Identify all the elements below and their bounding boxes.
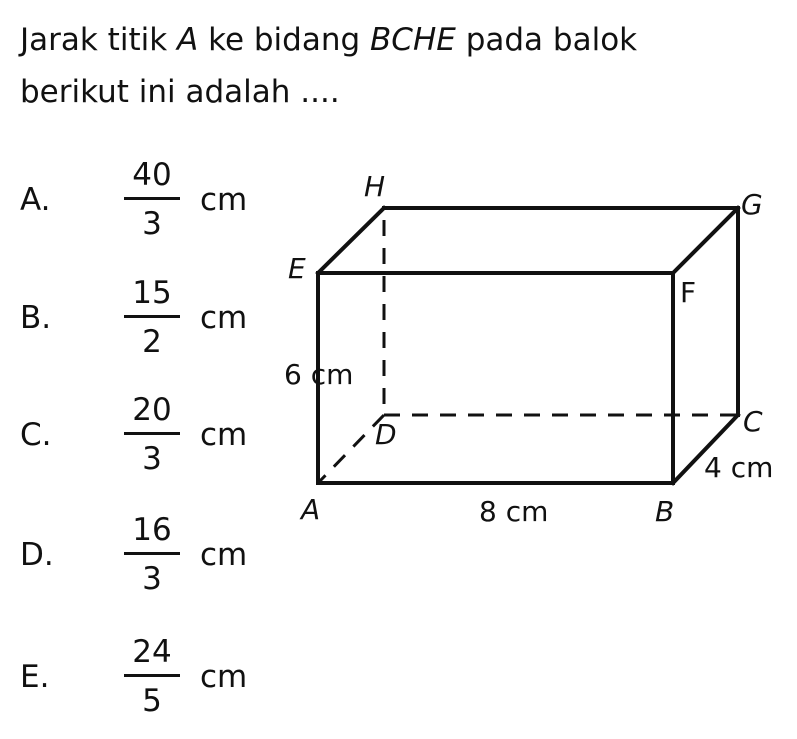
dimension-height: 6 cm xyxy=(284,358,354,391)
option-unit: cm xyxy=(200,659,248,695)
option-letter: A. xyxy=(20,182,51,218)
fraction-numerator: 40 xyxy=(132,157,172,193)
vertex-label-c: C xyxy=(743,405,763,438)
fraction-denominator: 2 xyxy=(142,324,162,360)
vertex-label-e: E xyxy=(288,252,306,285)
option-letter: B. xyxy=(20,300,52,336)
vertex-label-a: A xyxy=(301,493,321,526)
question-text-part: ke bidang xyxy=(198,22,371,58)
option-unit: cm xyxy=(200,182,248,218)
vertex-label-h: H xyxy=(364,170,386,203)
option-unit: cm xyxy=(200,300,248,336)
question-line-2: berikut ini adalah .... xyxy=(20,74,340,110)
vertex-label-f: F xyxy=(680,276,697,309)
fraction-numerator: 20 xyxy=(132,392,172,428)
option-unit: cm xyxy=(200,537,248,573)
fraction-denominator: 3 xyxy=(142,441,162,477)
vertex-label-g: G xyxy=(741,188,763,221)
vertex-label-d: D xyxy=(375,418,397,451)
question-text-part: pada balok xyxy=(455,22,638,58)
fraction-numerator: 16 xyxy=(132,512,172,548)
option-letter: E. xyxy=(20,659,50,695)
question-point: A xyxy=(177,22,199,58)
option-letter: C. xyxy=(20,417,52,453)
fraction-numerator: 15 xyxy=(132,275,172,311)
edge-eh xyxy=(318,208,384,273)
fraction-numerator: 24 xyxy=(132,634,172,670)
fraction-denominator: 3 xyxy=(142,561,162,597)
option-letter: D. xyxy=(20,537,54,573)
fraction-denominator: 3 xyxy=(142,206,162,242)
edge-fg xyxy=(673,208,738,273)
question-plane: BCHE xyxy=(370,22,456,58)
question-text-part: Jarak titik xyxy=(20,22,178,58)
fraction-denominator: 5 xyxy=(142,683,162,719)
vertex-label-b: B xyxy=(655,495,675,528)
dimension-length: 8 cm xyxy=(479,495,549,528)
dimension-width: 4 cm xyxy=(704,451,774,484)
option-unit: cm xyxy=(200,417,248,453)
